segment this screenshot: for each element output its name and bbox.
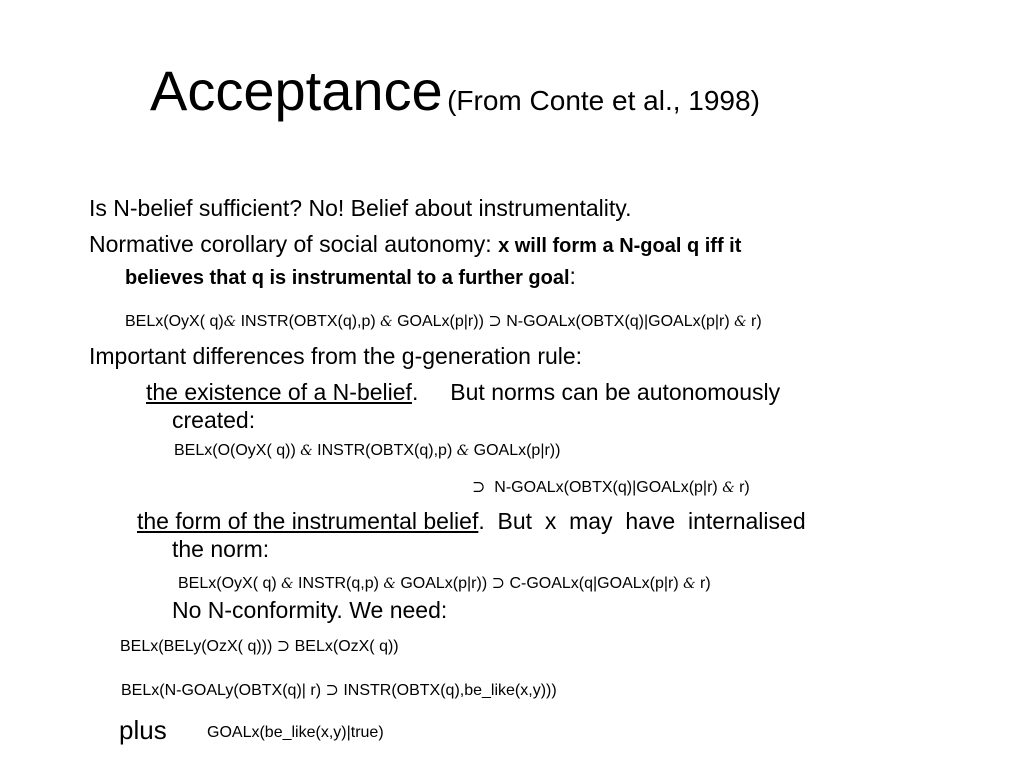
form-heading: the form of the instrumental belief [137, 508, 479, 534]
implies-symbol: ⊃ [325, 680, 339, 699]
corollary-continuation [125, 263, 576, 290]
formula-1-part-a: BELx(OyX( q) [125, 313, 224, 330]
and-symbol: & [281, 576, 294, 592]
implies-symbol: ⊃ [491, 573, 505, 592]
formula-3-part-b: r) [734, 479, 750, 496]
corollary-statement-2: believes that q is instrumental to a further goal [125, 267, 570, 289]
form-continuation: the norm: [172, 536, 270, 562]
formula-4-part-e: r) [695, 575, 711, 592]
formula-2-part-b: INSTR(OBTX(q),p) [312, 442, 457, 459]
and-symbol: & [722, 480, 735, 496]
formula-6-part-a: BELx(N-GOALy(OBTX(q)| r) [121, 682, 326, 699]
corollary-label: Normative corollary of social autonomy: [89, 231, 499, 257]
and-symbol: & [383, 576, 396, 592]
existence-continuation: created: [172, 407, 256, 433]
formula-1 [125, 311, 762, 331]
formula-3 [472, 477, 750, 497]
existence-text: . But norms can be autonomously [411, 379, 781, 405]
formula-2 [174, 442, 560, 460]
formula-4 [178, 573, 711, 593]
and-symbol: & [456, 443, 470, 459]
and-symbol: & [734, 314, 747, 330]
plus-label: plus [119, 715, 167, 745]
existence-heading: the existence of a N-belief [146, 379, 412, 405]
formula-2-part-c: GOALx(p|r)) [469, 442, 561, 459]
formula-4-part-d: C-GOALx(q|GOALx(p|r) [505, 575, 684, 592]
form-text: . But x may have internalised [478, 508, 806, 534]
corollary-colon: : [569, 263, 576, 289]
formula-5-part-a: BELx(BELy(OzX( q))) [120, 638, 277, 655]
implies-symbol: ⊃ [276, 636, 291, 655]
bullet-n-belief-question: Is N-belief sufficient? No! Belief about instrumentality. [89, 195, 632, 221]
formula-2-part-a: BELx(O(OyX( q)) [174, 442, 301, 459]
and-symbol: & [380, 314, 393, 330]
and-symbol: & [683, 576, 696, 592]
formula-1-part-d: N-GOALx(OBTX(q)|GOALx(p|r) [501, 313, 735, 330]
and-symbol: & [223, 314, 237, 330]
and-symbol: & [300, 443, 313, 459]
formula-4-part-a: BELx(OyX( q) [178, 575, 282, 592]
formula-5 [120, 636, 399, 656]
formula-1-part-e: r) [746, 313, 762, 330]
formula-6-part-b: INSTR(OBTX(q),be_like(x,y))) [338, 682, 557, 699]
bullet-important-differences: Important differences from the g-generation rule: [89, 343, 583, 369]
sub-bullet-form [137, 508, 806, 535]
formula-4-part-b: INSTR(q,p) [293, 575, 384, 592]
title-main: Acceptance [150, 59, 443, 122]
sub-bullet-existence [146, 379, 780, 406]
formula-3-part-a: N-GOALx(OBTX(q)|GOALx(p|r) [485, 479, 723, 496]
formula-7: GOALx(be_like(x,y)|true) [207, 724, 384, 741]
implies-symbol: ⊃ [472, 477, 486, 496]
implies-symbol: ⊃ [488, 311, 502, 330]
no-conformity-line: No N-conformity. We need: [172, 597, 448, 623]
title-citation: (From Conte et al., 1998) [447, 85, 760, 116]
bullet-normative-corollary [89, 231, 741, 258]
formula-6 [121, 680, 557, 700]
corollary-statement-1: x will form a N-goal q iff it [498, 235, 742, 257]
formula-4-part-c: GOALx(p|r)) [395, 575, 492, 592]
formula-1-part-b: INSTR(OBTX(q),p) [236, 313, 381, 330]
formula-5-part-b: BELx(OzX( q)) [290, 638, 399, 655]
slide-title [150, 58, 760, 123]
formula-1-part-c: GOALx(p|r)) [392, 313, 489, 330]
